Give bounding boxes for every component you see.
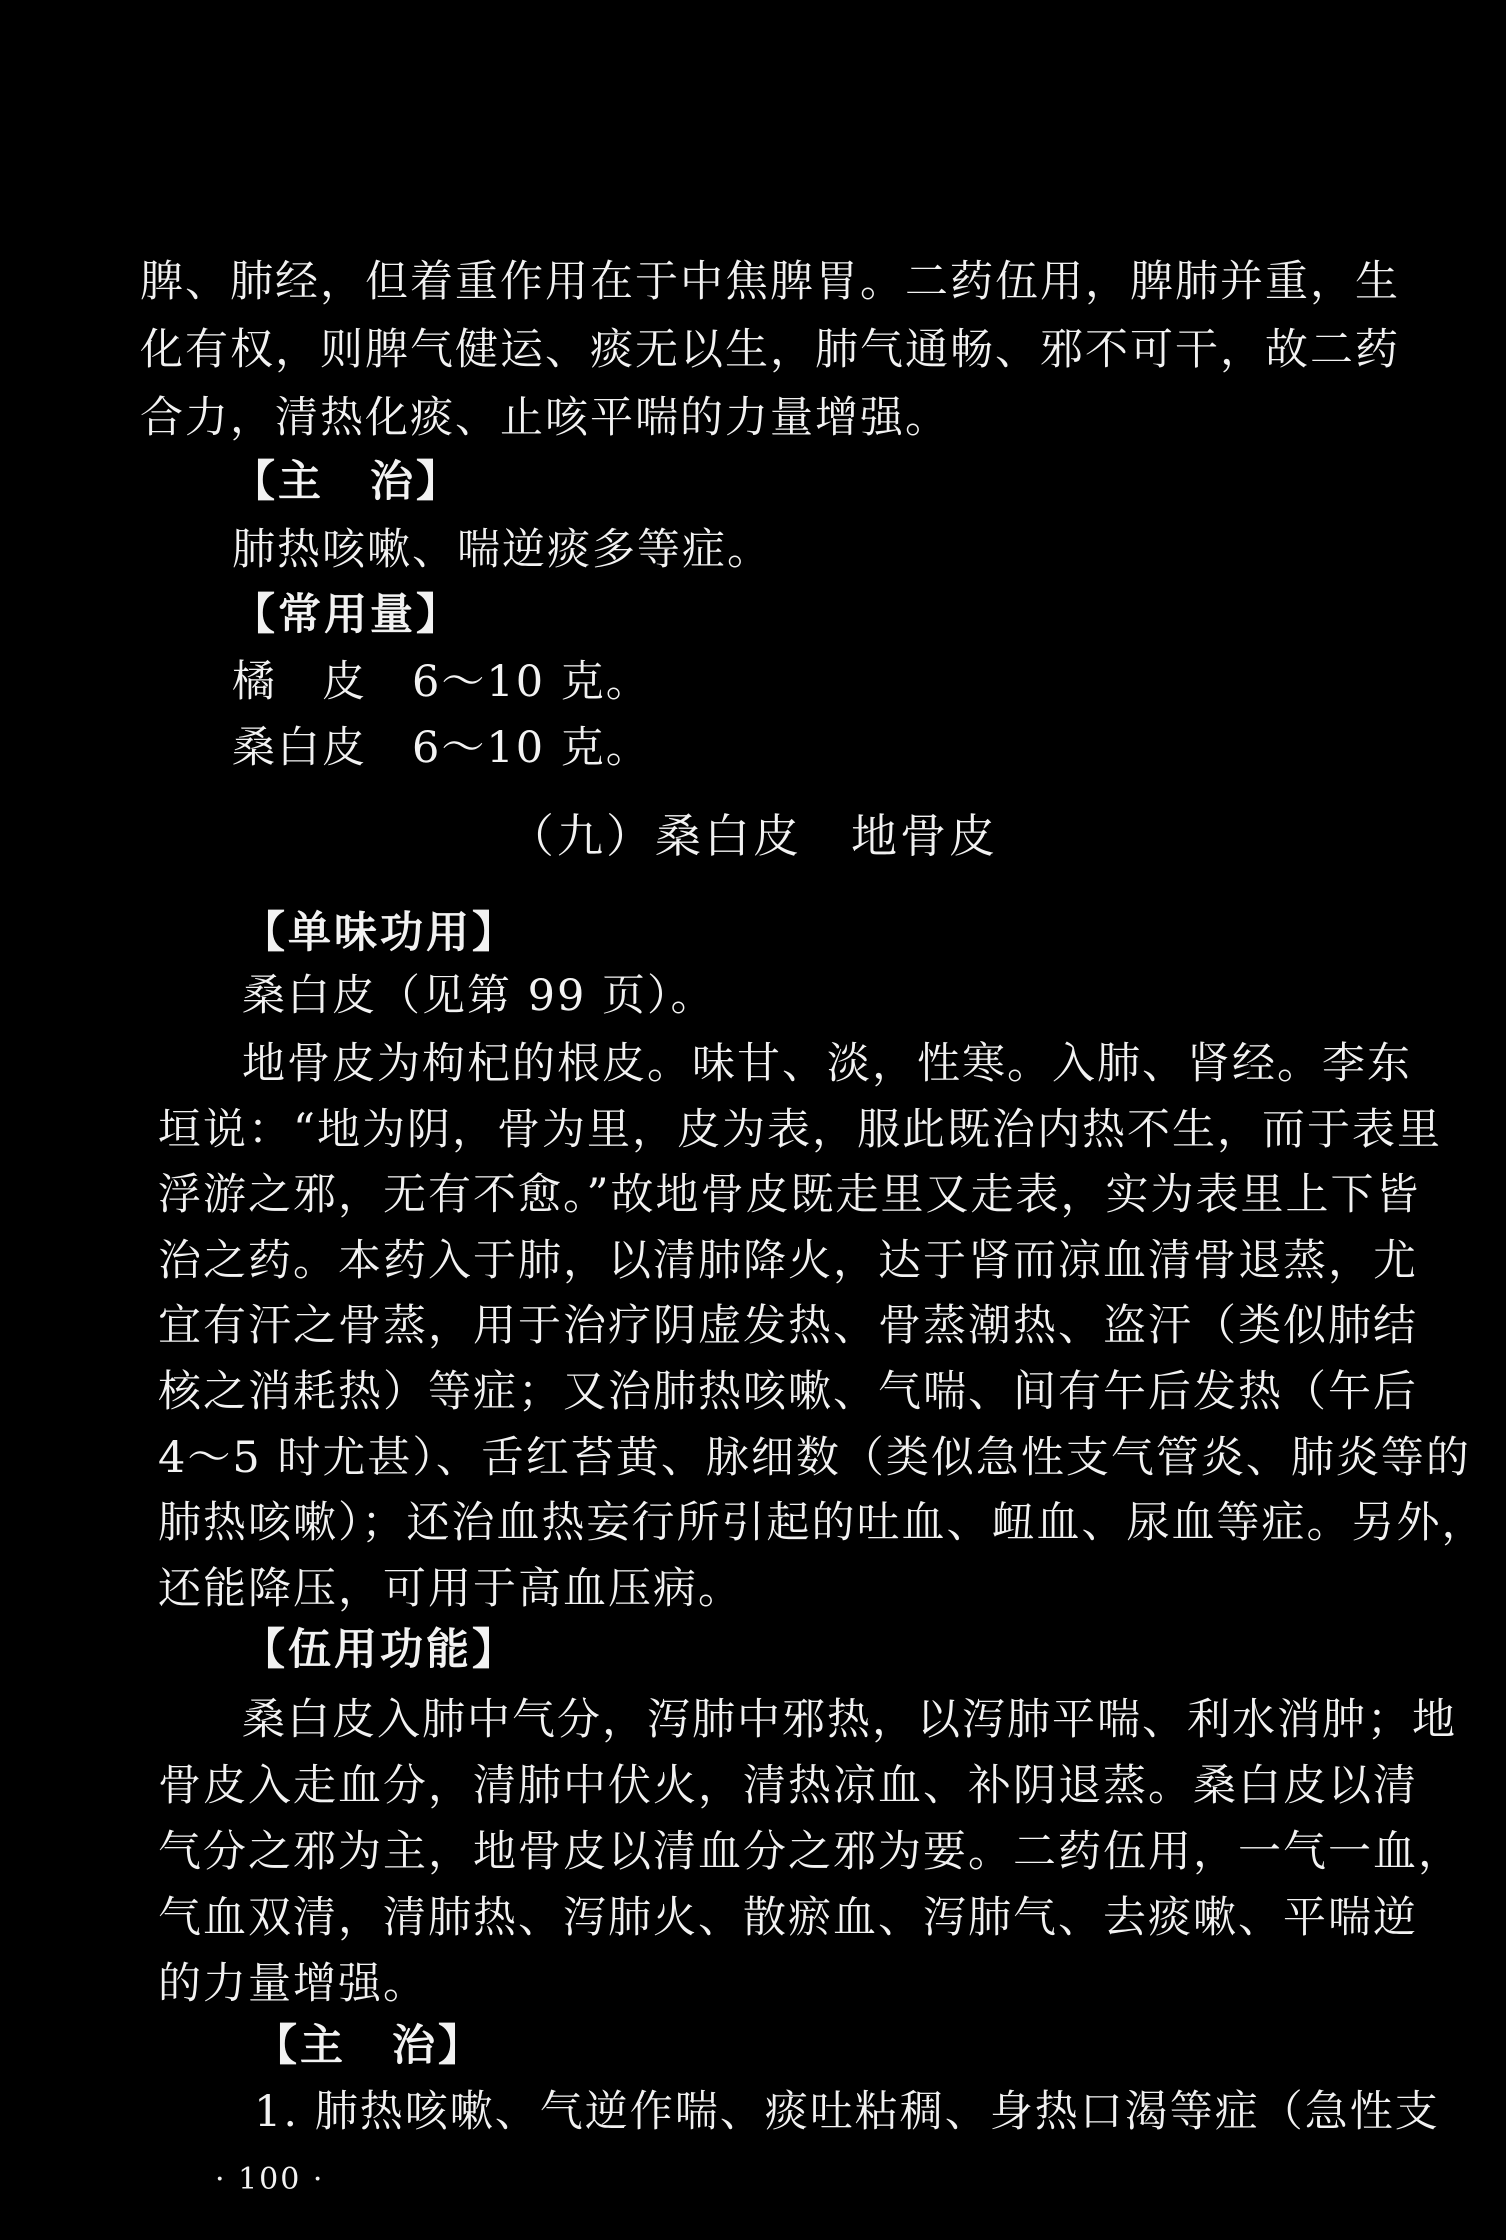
body-line: 肺热咳嗽）；还治血热妄行所引起的吐血、衄血、尿血等症。另外， <box>158 1498 1487 1548</box>
page-number: · 100 · <box>215 2162 325 2197</box>
dosage-line: 橘 皮 6～10 克。 <box>232 657 651 707</box>
section-heading-indications: 【主 治】 <box>232 457 462 507</box>
body-line: 垣说：“地为阴，骨为里，皮为表，服此既治内热不生，而于表里 <box>158 1105 1442 1155</box>
body-line: 合力，清热化痰、止咳平喘的力量增强。 <box>140 393 950 443</box>
section-heading-dosage: 【常用量】 <box>232 590 462 640</box>
section-title: （九）桑白皮 地骨皮 <box>508 809 998 863</box>
body-line: 气血双清，清肺热、泻肺火、散瘀血、泻肺气、去痰嗽、平喘逆 <box>158 1893 1418 1943</box>
indications-text: 肺热咳嗽、喘逆痰多等症。 <box>232 525 772 575</box>
body-line: 治之药。本药入于肺，以清肺降火，达于肾而凉血清骨退蒸，尤 <box>158 1236 1418 1286</box>
body-line: 宜有汗之骨蒸，用于治疗阴虚发热、骨蒸潮热、盗汗（类似肺结 <box>158 1301 1418 1351</box>
body-line: 气分之邪为主，地骨皮以清血分之邪为要。二药伍用，一气一血， <box>158 1827 1463 1877</box>
dosage-line: 桑白皮 6～10 克。 <box>232 723 651 773</box>
body-line: 核之消耗热）等症；又治肺热咳嗽、气喘、间有午后发热（午后 <box>158 1367 1418 1417</box>
body-line: 脾、肺经，但着重作用在于中焦脾胃。二药伍用，脾肺并重，生 <box>140 257 1400 307</box>
section-heading-indications: 【主 治】 <box>254 2021 484 2071</box>
indication-item: 1. 肺热咳嗽、气逆作喘、痰吐粘稠、身热口渴等症（急性支 <box>254 2087 1440 2137</box>
body-line: 的力量增强。 <box>158 1959 428 2009</box>
body-line: 桑白皮入肺中气分，泻肺中邪热，以泻肺平喘、利水消肿；地 <box>242 1695 1457 1745</box>
section-heading-combination: 【伍用功能】 <box>242 1625 518 1675</box>
body-line: 还能降压，可用于高血压病。 <box>158 1564 743 1614</box>
body-line: 浮游之邪，无有不愈。”故地骨皮既走里又走表，实为表里上下皆 <box>158 1170 1421 1220</box>
body-line: 4～5 时尤甚）、舌红苔黄、脉细数（类似急性支气管炎、肺炎等的 <box>158 1433 1471 1483</box>
section-heading-single-function: 【单味功用】 <box>242 908 518 958</box>
reference-line: 桑白皮（见第 99 页）。 <box>242 971 716 1021</box>
body-line: 骨皮入走血分，清肺中伏火，清热凉血、补阴退蒸。桑白皮以清 <box>158 1761 1418 1811</box>
body-line: 化有权，则脾气健运、痰无以生，肺气通畅、邪不可干，故二药 <box>140 325 1400 375</box>
body-line: 地骨皮为枸杞的根皮。味甘、淡，性寒。入肺、肾经。李东 <box>242 1039 1412 1089</box>
